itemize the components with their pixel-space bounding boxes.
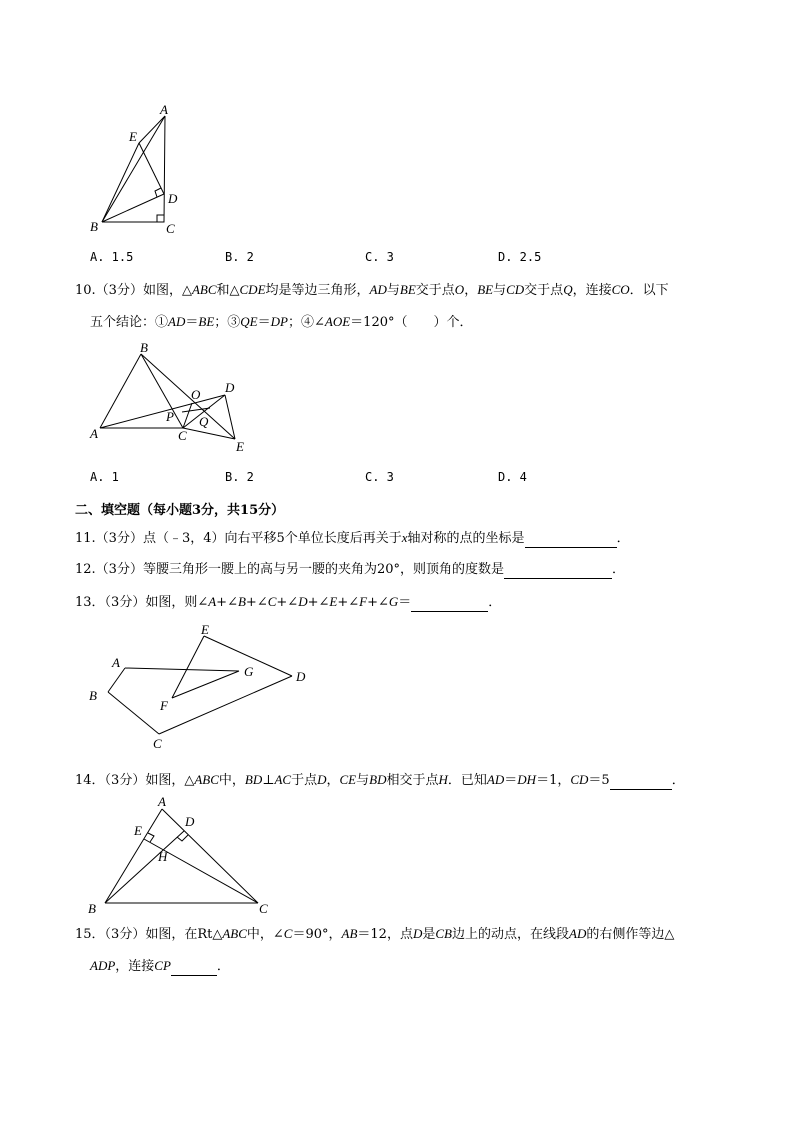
q10-label-o: O <box>191 387 201 402</box>
q9-option-c[interactable]: C. 3 <box>365 250 394 264</box>
q13-label-b: B <box>89 688 97 703</box>
q13: 13．（3分）如图，则∠A+∠B+∠C+∠D+∠E+∠F+∠G＝ ． <box>75 594 502 610</box>
q13-figure <box>85 620 315 750</box>
q9-option-b[interactable]: B. 2 <box>225 250 254 264</box>
q10-label-d: D <box>225 380 235 395</box>
q10-line1: 10.（3分）如图，△ABC和△CDE均是等边三角形，AD与BE交于点O，BE与CD交于点Q，连接CO．以下 <box>75 282 669 298</box>
q13-label-f: F <box>160 698 168 713</box>
q14-label-d: D <box>185 814 195 829</box>
q14-label-b: B <box>88 901 96 916</box>
q13-label-c: C <box>153 736 162 751</box>
q9-label-e: E <box>129 129 137 144</box>
q11: 11.（3分）点（﹣3，4）向右平移5个单位长度后再关于x轴对称的点的坐标是 ． <box>75 530 630 546</box>
q15-line2: ADP，连接CP ． <box>90 958 230 974</box>
q13-label-e: E <box>201 622 209 637</box>
section-fill-in-title: 二、填空题（每小题3分，共15分） <box>75 503 285 518</box>
q10-option-a[interactable]: A. 1 <box>90 470 119 484</box>
q10-label-b: B <box>140 340 148 355</box>
q10-label-p: P <box>166 409 174 424</box>
q14-label-a: A <box>158 794 166 809</box>
q12: 12.（3分）等腰三角形一腰上的高与另一腰的夹角为20°，则顶角的度数是 ． <box>75 562 626 577</box>
q10-option-b[interactable]: B. 2 <box>225 470 254 484</box>
q10-option-c[interactable]: C. 3 <box>365 470 394 484</box>
q13-answer-blank[interactable] <box>411 597 488 612</box>
q9-option-a[interactable]: A. 1.5 <box>90 250 134 264</box>
q14-label-c: C <box>259 901 268 916</box>
q9-label-c: C <box>166 221 175 236</box>
q14: 14．（3分）如图，△ABC中，BD⊥AC于点D，CE与BD相交于点H．已知AD＝DH＝1，CD＝5 ． <box>75 772 685 788</box>
q9-figure <box>85 100 195 240</box>
q14-figure <box>85 795 285 920</box>
q10-label-c: C <box>178 428 187 443</box>
q14-label-e: E <box>134 823 142 838</box>
q9-label-d: D <box>168 191 178 206</box>
q9-option-d[interactable]: D. 2.5 <box>498 250 542 264</box>
q10-figure <box>85 340 265 460</box>
q11-answer-blank[interactable] <box>525 533 617 548</box>
q13-label-g: G <box>244 664 254 679</box>
q13-label-a: A <box>112 655 120 670</box>
q14-label-h: H <box>158 849 168 864</box>
q13-label-d: D <box>296 669 306 684</box>
q14-answer-blank[interactable] <box>610 775 672 790</box>
q15-line1: 15．（3分）如图，在Rt△ABC中，∠C＝90°，AB＝12，点D是CB边上的动点，在线段AD的右侧作等边△ <box>75 926 675 942</box>
q10-label-a: A <box>90 426 98 441</box>
q10-label-e: E <box>236 439 244 454</box>
q15-answer-blank[interactable] <box>171 961 217 976</box>
q9-label-b: B <box>90 219 98 234</box>
q9-label-a: A <box>160 102 168 117</box>
q10-line2: 五个结论：①AD＝BE；③QE＝DP；④∠AOE＝120°（ ）个． <box>90 314 473 330</box>
q12-answer-blank[interactable] <box>504 564 612 579</box>
q10-label-q: Q <box>199 414 209 429</box>
q10-option-d[interactable]: D. 4 <box>498 470 527 484</box>
